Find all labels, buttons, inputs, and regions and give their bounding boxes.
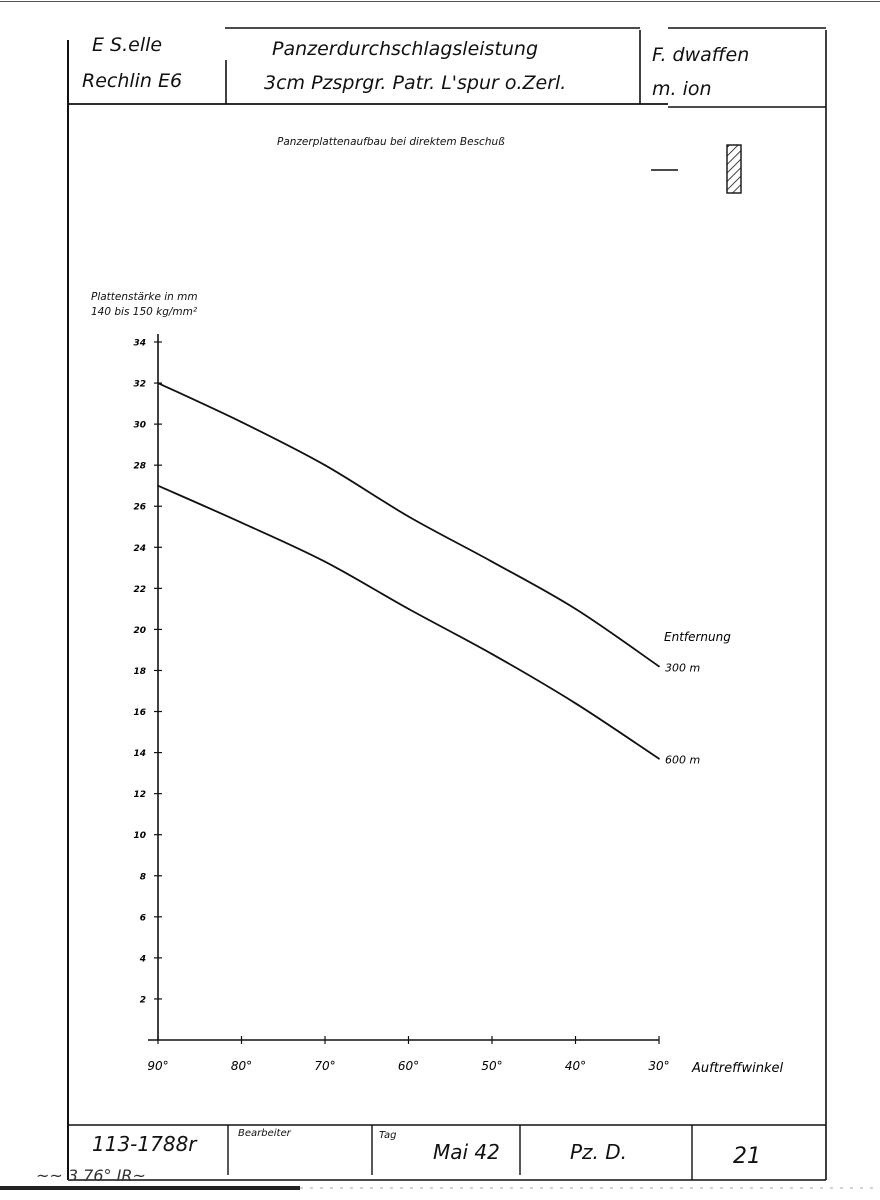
doc-number: 113-1788r (92, 1132, 197, 1156)
series-line-600m (158, 486, 659, 759)
y-tick-label-14: 14 (133, 749, 146, 760)
x-tick-label-80: 80° (230, 1059, 253, 1073)
y-tick-label-34: 34 (133, 338, 146, 349)
date: Mai 42 (433, 1140, 500, 1164)
x-axis-label: Auftreffwinkel (692, 1061, 784, 1076)
point-600m-60 (408, 608, 410, 610)
y-tick-label-18: 18 (133, 666, 146, 677)
series-label-300m: 300 m (665, 661, 701, 675)
point-600m-50 (491, 653, 493, 655)
tag-label: Tag (379, 1130, 397, 1141)
point-300m-60 (408, 516, 410, 518)
header-title-line1: Panzerdurchschlagsleistung (272, 38, 539, 60)
header-right-line2: m. ion (652, 78, 712, 100)
y-tick-label-26: 26 (133, 502, 146, 513)
y-tick-label-20: 20 (133, 625, 146, 636)
header-left-line1: E S.elle (92, 34, 163, 56)
point-300m-50 (491, 561, 493, 563)
y-tick-label-32: 32 (133, 379, 146, 390)
point-600m-80 (241, 522, 243, 524)
y-tick-label-30: 30 (133, 420, 146, 431)
series-line-300m (158, 383, 659, 666)
point-300m-30 (658, 665, 660, 667)
header-left-line2: Rechlin E6 (82, 70, 183, 92)
x-tick-label-30: 30° (648, 1059, 670, 1073)
series-label-600m: 600 m (665, 753, 701, 767)
y-tick-label-12: 12 (133, 790, 146, 801)
x-tick-label-70: 70° (314, 1059, 336, 1073)
point-600m-90 (157, 485, 159, 487)
point-600m-70 (324, 561, 326, 563)
x-tick-label-50: 50° (481, 1059, 503, 1073)
y-axis-label-line2: 140 bis 150 kg/mm² (91, 306, 198, 318)
point-300m-70 (324, 464, 326, 466)
y-tick-label-16: 16 (133, 708, 146, 719)
y-tick-label-28: 28 (133, 461, 146, 472)
point-300m-80 (241, 421, 243, 423)
point-600m-40 (575, 702, 577, 704)
department: Pz. D. (570, 1140, 628, 1164)
y-tick-label-22: 22 (133, 584, 146, 595)
header-title-line2: 3cm Pzsprgr. Patr. L'spur o.Zerl. (264, 72, 567, 94)
header-right-line1: F. dwaffen (652, 44, 750, 66)
y-tick-label-8: 8 (139, 872, 146, 883)
point-300m-40 (575, 608, 577, 610)
subtitle: Panzerplattenaufbau bei direktem Beschuß (277, 136, 505, 148)
y-tick-label-6: 6 (139, 913, 146, 924)
y-tick-label-24: 24 (133, 543, 146, 554)
x-tick-label-90: 90° (147, 1059, 169, 1073)
y-tick-label-4: 4 (139, 954, 146, 965)
legend-title: Entfernung (664, 630, 731, 644)
bearbeiter-label: Bearbeiter (238, 1128, 291, 1139)
y-axis-label: Plattenstärke in mm (91, 291, 198, 303)
x-tick-label-40: 40° (564, 1059, 587, 1073)
x-tick-label-60: 60° (397, 1059, 420, 1073)
point-300m-90 (157, 382, 159, 384)
y-tick-label-10: 10 (133, 831, 146, 842)
page-number: 21 (733, 1144, 761, 1169)
point-600m-30 (658, 758, 660, 760)
handwritten-scrawl: ~~ 3 76° IR~ (36, 1166, 146, 1185)
y-tick-label-2: 2 (139, 995, 146, 1006)
